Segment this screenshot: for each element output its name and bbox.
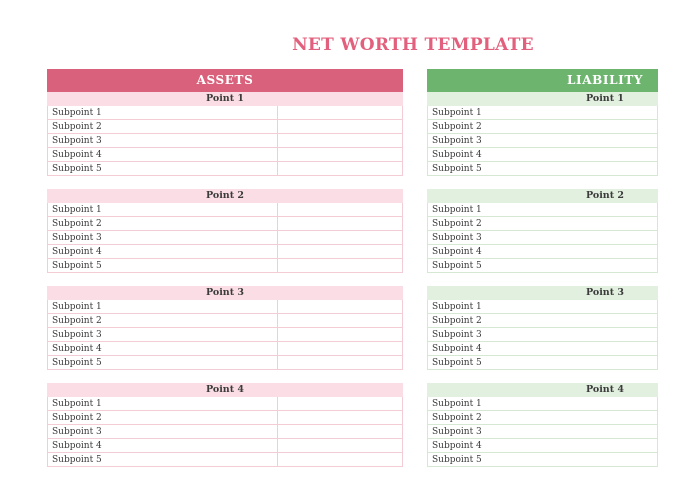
section-header: Point 3	[47, 286, 403, 300]
row-label: Subpoint 1	[428, 203, 658, 216]
row-label: Subpoint 1	[48, 300, 278, 313]
table-row	[47, 314, 403, 328]
row-value-cell[interactable]	[278, 314, 402, 327]
table-row	[427, 217, 658, 231]
table-row	[47, 231, 403, 245]
table-row	[47, 453, 403, 467]
row-label: Subpoint 4	[428, 148, 658, 161]
table-row	[47, 342, 403, 356]
table-row	[47, 411, 403, 425]
row-value-cell[interactable]	[278, 217, 402, 230]
row-value-cell[interactable]	[278, 162, 402, 175]
row-label: Subpoint 5	[428, 356, 658, 369]
row-label: Subpoint 5	[428, 453, 658, 466]
table-row	[47, 217, 403, 231]
row-value-cell[interactable]	[278, 328, 402, 341]
row-label: Subpoint 4	[48, 439, 278, 452]
row-label: Subpoint 2	[428, 120, 658, 133]
row-value-cell[interactable]	[278, 300, 402, 313]
table-row	[427, 314, 658, 328]
assets-section	[47, 383, 403, 467]
row-label: Subpoint 5	[48, 356, 278, 369]
section-header: Point 4	[427, 383, 658, 397]
row-label: Subpoint 4	[48, 245, 278, 258]
assets-table-header: ASSETS	[47, 69, 403, 92]
row-label: Subpoint 3	[48, 328, 278, 341]
row-label: Subpoint 3	[428, 134, 658, 147]
table-row	[47, 356, 403, 370]
table-row	[427, 106, 658, 120]
table-row	[427, 120, 658, 134]
row-label: Subpoint 5	[48, 259, 278, 272]
table-row	[427, 203, 658, 217]
table-row	[427, 300, 658, 314]
table-row	[427, 245, 658, 259]
table-row	[427, 453, 658, 467]
row-value-cell[interactable]	[278, 425, 402, 438]
section-header: Point 1	[47, 92, 403, 106]
row-label: Subpoint 3	[48, 134, 278, 147]
row-value-cell[interactable]	[278, 259, 402, 272]
table-row	[47, 300, 403, 314]
row-label: Subpoint 2	[48, 217, 278, 230]
row-label: Subpoint 3	[428, 425, 658, 438]
table-row	[47, 245, 403, 259]
liability-table-header: LIABILITY	[427, 69, 658, 92]
table-row	[427, 148, 658, 162]
row-label: Subpoint 4	[428, 439, 658, 452]
row-label: Subpoint 4	[428, 245, 658, 258]
section-header: Point 3	[427, 286, 658, 300]
row-label: Subpoint 3	[428, 231, 658, 244]
row-value-cell[interactable]	[278, 148, 402, 161]
table-row	[427, 425, 658, 439]
row-label: Subpoint 1	[428, 300, 658, 313]
row-value-cell[interactable]	[278, 356, 402, 369]
liability-table-inner	[427, 69, 658, 467]
table-row	[427, 328, 658, 342]
row-label: Subpoint 2	[48, 314, 278, 327]
table-row	[47, 134, 403, 148]
liability-table	[427, 69, 658, 469]
table-row	[47, 148, 403, 162]
row-label: Subpoint 2	[428, 217, 658, 230]
row-label: Subpoint 4	[48, 148, 278, 161]
row-label: Subpoint 2	[428, 314, 658, 327]
table-row	[47, 162, 403, 176]
row-label: Subpoint 4	[48, 342, 278, 355]
table-row	[427, 231, 658, 245]
row-value-cell[interactable]	[278, 203, 402, 216]
row-value-cell[interactable]	[278, 439, 402, 452]
row-label: Subpoint 2	[48, 120, 278, 133]
row-value-cell[interactable]	[278, 245, 402, 258]
assets-section	[47, 286, 403, 370]
row-value-cell[interactable]	[278, 134, 402, 147]
row-label: Subpoint 2	[48, 411, 278, 424]
row-label: Subpoint 1	[48, 203, 278, 216]
table-row	[427, 356, 658, 370]
row-label: Subpoint 1	[48, 106, 278, 119]
row-value-cell[interactable]	[278, 231, 402, 244]
page-title: NET WORTH TEMPLATE	[292, 35, 534, 55]
table-row	[47, 328, 403, 342]
row-label: Subpoint 1	[428, 106, 658, 119]
table-row	[47, 203, 403, 217]
table-row	[47, 425, 403, 439]
table-row	[427, 397, 658, 411]
table-row	[47, 120, 403, 134]
section-header: Point 2	[427, 189, 658, 203]
section-header: Point 1	[427, 92, 658, 106]
assets-sections	[47, 92, 403, 467]
assets-section	[47, 189, 403, 273]
liability-section	[427, 383, 658, 467]
assets-table	[47, 69, 403, 480]
row-label: Subpoint 5	[48, 453, 278, 466]
row-value-cell[interactable]	[278, 397, 402, 410]
row-label: Subpoint 4	[428, 342, 658, 355]
row-label: Subpoint 5	[428, 162, 658, 175]
table-row	[427, 259, 658, 273]
table-row	[427, 411, 658, 425]
table-row	[427, 134, 658, 148]
table-row	[427, 439, 658, 453]
row-value-cell[interactable]	[278, 120, 402, 133]
row-value-cell[interactable]	[278, 453, 402, 466]
table-row	[47, 397, 403, 411]
table-row	[427, 342, 658, 356]
table-row	[47, 259, 403, 273]
assets-section	[47, 92, 403, 176]
row-label: Subpoint 5	[428, 259, 658, 272]
section-header: Point 2	[47, 189, 403, 203]
table-row	[47, 106, 403, 120]
liability-section	[427, 92, 658, 176]
row-label: Subpoint 1	[428, 397, 658, 410]
table-row	[427, 162, 658, 176]
row-label: Subpoint 3	[48, 425, 278, 438]
row-label: Subpoint 1	[48, 397, 278, 410]
row-label: Subpoint 3	[428, 328, 658, 341]
row-value-cell[interactable]	[278, 411, 402, 424]
row-label: Subpoint 2	[428, 411, 658, 424]
liability-section	[427, 286, 658, 370]
row-value-cell[interactable]	[278, 342, 402, 355]
section-header: Point 4	[47, 383, 403, 397]
liability-sections	[427, 92, 658, 467]
row-label: Subpoint 5	[48, 162, 278, 175]
row-label: Subpoint 3	[48, 231, 278, 244]
table-row	[47, 439, 403, 453]
row-value-cell[interactable]	[278, 106, 402, 119]
liability-section	[427, 189, 658, 273]
